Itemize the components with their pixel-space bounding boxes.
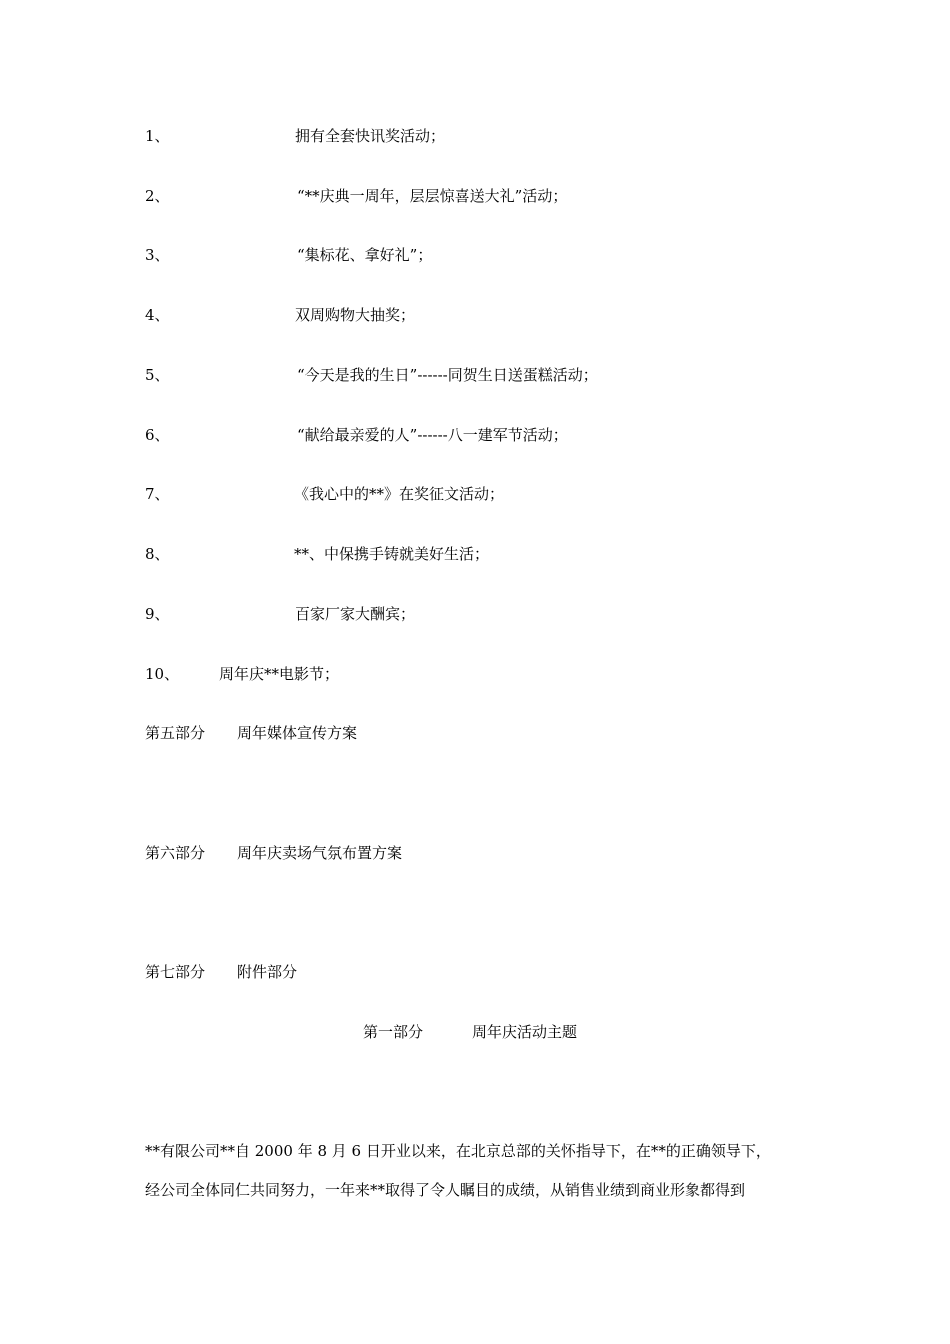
list-item-text: “**庆典一周年，层层惊喜送大礼”活动； (297, 187, 568, 205)
list-number: 8、 (145, 545, 170, 563)
list-number: 3、 (145, 246, 170, 264)
section-label: 第五部分 (145, 724, 206, 742)
list-item-text: 周年庆**电影节； (219, 665, 340, 683)
section-title: 附件部分 (237, 963, 298, 981)
list-number: 6、 (145, 426, 170, 444)
list-number: 7、 (145, 485, 170, 503)
list-number: 4、 (145, 306, 170, 324)
list-number: 9、 (145, 605, 170, 623)
chapter-label: 第一部分 (363, 1023, 424, 1041)
paragraph-line: **有限公司**自 2000 年 8 月 6 日开业以来，在北京总部的关怀指导下，在**的正确领导下， (145, 1142, 771, 1160)
list-item-text: 双周购物大抽奖； (295, 306, 416, 324)
list-number: 2、 (145, 187, 170, 205)
list-item-text: 百家厂家大酬宾； (295, 605, 416, 623)
section-label: 第六部分 (145, 844, 206, 862)
list-number: 10、 (145, 665, 180, 683)
paragraph-line: 经公司全体同仁共同努力，一年来**取得了令人瞩目的成绩，从销售业绩到商业形象都得到 (145, 1181, 746, 1199)
list-number: 1、 (145, 127, 170, 145)
list-item-text: 拥有全套快讯奖活动； (295, 127, 446, 145)
list-item-text: **、中保携手铸就美好生活； (294, 545, 490, 563)
section-title: 周年庆卖场气氛布置方案 (237, 844, 403, 862)
section-label: 第七部分 (145, 963, 206, 981)
chapter-title: 周年庆活动主题 (472, 1023, 578, 1041)
list-number: 5、 (145, 366, 170, 384)
list-item-text: “集标花、拿好礼”； (297, 246, 433, 264)
list-item-text: 《我心中的**》在奖征文活动； (294, 485, 505, 503)
list-item-text: “今天是我的生日”------同贺生日送蛋糕活动； (297, 366, 598, 384)
section-title: 周年媒体宣传方案 (237, 724, 358, 742)
list-item-text: “献给最亲爱的人”------八一建军节活动； (297, 426, 568, 444)
